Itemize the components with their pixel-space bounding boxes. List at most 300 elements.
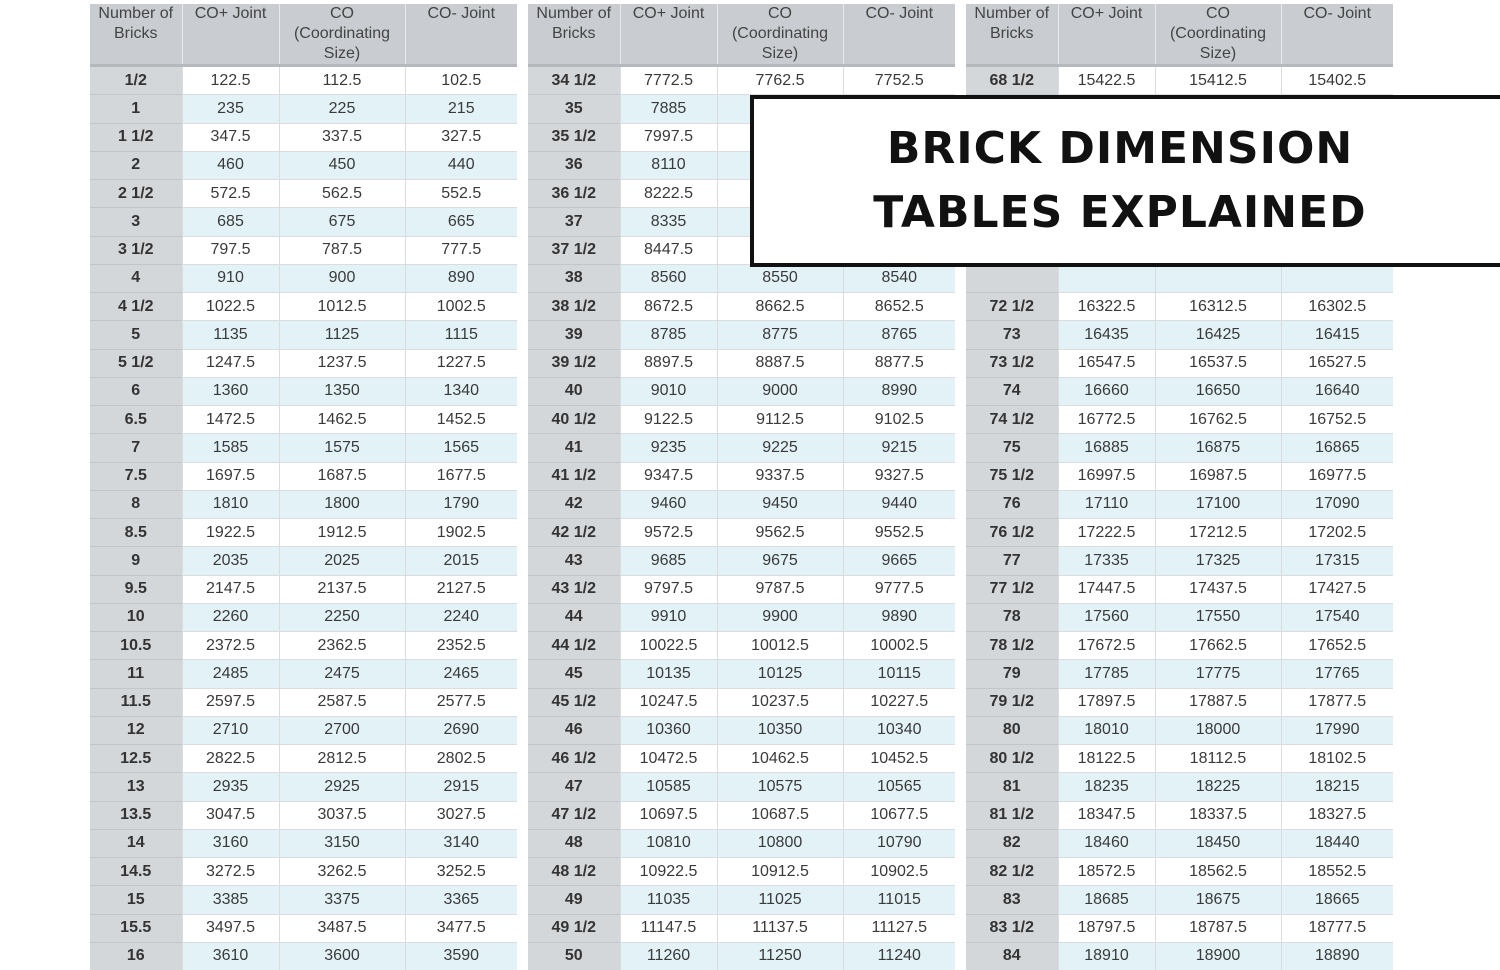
co-plus-joint-cell: 1810: [182, 490, 279, 518]
table-row: [90, 829, 517, 857]
co-plus-joint-cell: 122.5: [182, 66, 279, 95]
co-minus-joint-cell: 1790: [405, 490, 517, 518]
co-minus-joint-cell: 18890: [1281, 942, 1393, 970]
number-of-bricks-cell: 75: [966, 434, 1058, 462]
table-row: [528, 264, 955, 292]
number-of-bricks-cell: 16: [90, 942, 182, 970]
co-plus-joint-cell: 3385: [182, 886, 279, 914]
co-plus-joint-cell: 347.5: [182, 123, 279, 151]
number-of-bricks-cell: 38: [528, 264, 620, 292]
co-plus-joint-cell: 8897.5: [620, 349, 717, 377]
number-of-bricks-cell: 43: [528, 547, 620, 575]
co-coordinating-size-cell: 112.5: [279, 66, 405, 95]
number-of-bricks-cell: 10.5: [90, 632, 182, 660]
number-of-bricks-cell: 12: [90, 716, 182, 744]
table-row: [966, 575, 1393, 603]
co-minus-joint-cell: 10790: [843, 829, 955, 857]
number-of-bricks-cell: 44 1/2: [528, 632, 620, 660]
table-row: [90, 95, 517, 123]
number-of-bricks-cell: 76: [966, 490, 1058, 518]
number-of-bricks-cell: 42: [528, 490, 620, 518]
co-minus-joint-cell: 215: [405, 95, 517, 123]
co-coordinating-size-cell: 8662.5: [717, 293, 843, 321]
co-coordinating-size-cell: 18900: [1155, 942, 1281, 970]
co-plus-joint-cell: 10585: [620, 773, 717, 801]
table-row: [966, 66, 1393, 95]
number-of-bricks-cell: 3 1/2: [90, 236, 182, 264]
co-plus-joint-cell: 7772.5: [620, 66, 717, 95]
co-plus-joint-cell: 18235: [1058, 773, 1155, 801]
number-of-bricks-cell: 5 1/2: [90, 349, 182, 377]
co-plus-joint-cell: 17447.5: [1058, 575, 1155, 603]
table-row: [90, 377, 517, 405]
co-minus-joint-cell: 8765: [843, 321, 955, 349]
co-coordinating-size-cell: 9112.5: [717, 406, 843, 434]
number-of-bricks-cell: 74 1/2: [966, 406, 1058, 434]
co-coordinating-size-cell: 10012.5: [717, 632, 843, 660]
number-of-bricks-cell: 48: [528, 829, 620, 857]
co-minus-joint-cell: 17540: [1281, 603, 1393, 631]
co-plus-joint-cell: 18347.5: [1058, 801, 1155, 829]
co-minus-joint-cell: [1281, 264, 1393, 292]
co-coordinating-size-cell: 2925: [279, 773, 405, 801]
co-minus-joint-cell: 17652.5: [1281, 632, 1393, 660]
table-row: [966, 603, 1393, 631]
co-coordinating-size-cell: 9900: [717, 603, 843, 631]
co-plus-joint-cell: 17785: [1058, 660, 1155, 688]
number-of-bricks-cell: 44: [528, 603, 620, 631]
co-minus-joint-cell: 7752.5: [843, 66, 955, 95]
co-coordinating-size-cell: 15412.5: [1155, 66, 1281, 95]
table-row: [90, 603, 517, 631]
co-coordinating-size-cell: 2700: [279, 716, 405, 744]
table-row: [528, 406, 955, 434]
table-row: [90, 547, 517, 575]
title-banner: [750, 95, 1500, 267]
number-of-bricks-cell: 46: [528, 716, 620, 744]
co-coordinating-size-cell: 2475: [279, 660, 405, 688]
table-row: [90, 123, 517, 151]
co-plus-joint-cell: 2485: [182, 660, 279, 688]
co-plus-joint-cell: 1585: [182, 434, 279, 462]
co-coordinating-size-cell: 8775: [717, 321, 843, 349]
number-of-bricks-cell: 36: [528, 151, 620, 179]
co-minus-joint-cell: 8652.5: [843, 293, 955, 321]
co-plus-joint-cell: 2260: [182, 603, 279, 631]
co-coordinating-size-cell: 17887.5: [1155, 688, 1281, 716]
number-of-bricks-cell: 8.5: [90, 519, 182, 547]
number-of-bricks-cell: 83: [966, 886, 1058, 914]
co-minus-joint-cell: 9665: [843, 547, 955, 575]
table-row: [528, 688, 955, 716]
number-of-bricks-cell: 81 1/2: [966, 801, 1058, 829]
co-coordinating-size-cell: 16875: [1155, 434, 1281, 462]
co-plus-joint-cell: 2372.5: [182, 632, 279, 660]
co-minus-joint-cell: 1340: [405, 377, 517, 405]
co-plus-joint-cell: 3272.5: [182, 858, 279, 886]
co-coordinating-size-cell: 3037.5: [279, 801, 405, 829]
co-plus-joint-cell: 18572.5: [1058, 858, 1155, 886]
co-plus-joint-cell: 18010: [1058, 716, 1155, 744]
table-row: [90, 773, 517, 801]
co-coordinating-size-cell: 2812.5: [279, 745, 405, 773]
co-minus-joint-cell: 11127.5: [843, 914, 955, 942]
co-plus-joint-cell: 17897.5: [1058, 688, 1155, 716]
co-plus-joint-cell: 572.5: [182, 180, 279, 208]
table-row: [528, 773, 955, 801]
table-row: [528, 66, 955, 95]
number-of-bricks-cell: 13: [90, 773, 182, 801]
co-plus-joint-cell: 16547.5: [1058, 349, 1155, 377]
co-plus-joint-cell: 8335: [620, 208, 717, 236]
co-minus-joint-cell: 1452.5: [405, 406, 517, 434]
table-row: [90, 406, 517, 434]
co-coordinating-size-cell: 2362.5: [279, 632, 405, 660]
table-row: [966, 829, 1393, 857]
co-coordinating-size-cell: 10800: [717, 829, 843, 857]
table-row: [966, 264, 1393, 292]
co-coordinating-size-cell: 17775: [1155, 660, 1281, 688]
header-co-minus-joint: CO- Joint: [405, 4, 517, 66]
co-coordinating-size-cell: 17212.5: [1155, 519, 1281, 547]
co-coordinating-size-cell: 17437.5: [1155, 575, 1281, 603]
table-row: [966, 942, 1393, 970]
co-plus-joint-cell: 9572.5: [620, 519, 717, 547]
co-plus-joint-cell: 10472.5: [620, 745, 717, 773]
banner-title-line-2: TABLES EXPLAINED: [873, 181, 1366, 245]
co-coordinating-size-cell: 1575: [279, 434, 405, 462]
co-coordinating-size-cell: 18000: [1155, 716, 1281, 744]
number-of-bricks-cell: 80 1/2: [966, 745, 1058, 773]
number-of-bricks-cell: 68 1/2: [966, 66, 1058, 95]
co-coordinating-size-cell: 11137.5: [717, 914, 843, 942]
co-plus-joint-cell: 9347.5: [620, 462, 717, 490]
header-co-coordinating-size: CO (Coordinating Size): [1155, 4, 1281, 66]
table-row: [90, 321, 517, 349]
co-minus-joint-cell: 9102.5: [843, 406, 955, 434]
number-of-bricks-cell: 81: [966, 773, 1058, 801]
co-coordinating-size-cell: 10125: [717, 660, 843, 688]
co-plus-joint-cell: 2147.5: [182, 575, 279, 603]
header-number-of-bricks: Number of Bricks: [90, 4, 182, 66]
co-minus-joint-cell: 2015: [405, 547, 517, 575]
number-of-bricks-cell: 11: [90, 660, 182, 688]
number-of-bricks-cell: 73: [966, 321, 1058, 349]
co-coordinating-size-cell: 10687.5: [717, 801, 843, 829]
co-minus-joint-cell: 2127.5: [405, 575, 517, 603]
co-coordinating-size-cell: 675: [279, 208, 405, 236]
table-row: [528, 886, 955, 914]
co-coordinating-size-cell: 17550: [1155, 603, 1281, 631]
table-row: [90, 293, 517, 321]
co-coordinating-size-cell: 2250: [279, 603, 405, 631]
table-row: [966, 745, 1393, 773]
co-minus-joint-cell: 2240: [405, 603, 517, 631]
co-plus-joint-cell: 3610: [182, 942, 279, 970]
number-of-bricks-cell: 5: [90, 321, 182, 349]
number-of-bricks-cell: 7: [90, 434, 182, 462]
co-coordinating-size-cell: 1237.5: [279, 349, 405, 377]
table-row: [966, 377, 1393, 405]
table-row: [966, 349, 1393, 377]
number-of-bricks-cell: 47: [528, 773, 620, 801]
table-row: [90, 632, 517, 660]
number-of-bricks-cell: 36 1/2: [528, 180, 620, 208]
co-minus-joint-cell: 2352.5: [405, 632, 517, 660]
number-of-bricks-cell: 41: [528, 434, 620, 462]
co-minus-joint-cell: 2465: [405, 660, 517, 688]
number-of-bricks-cell: 82 1/2: [966, 858, 1058, 886]
number-of-bricks-cell: 7.5: [90, 462, 182, 490]
co-minus-joint-cell: 17315: [1281, 547, 1393, 575]
table-row: [528, 519, 955, 547]
co-coordinating-size-cell: 17662.5: [1155, 632, 1281, 660]
co-plus-joint-cell: 11147.5: [620, 914, 717, 942]
co-minus-joint-cell: 10565: [843, 773, 955, 801]
co-plus-joint-cell: 17222.5: [1058, 519, 1155, 547]
co-plus-joint-cell: 17560: [1058, 603, 1155, 631]
co-coordinating-size-cell: 225: [279, 95, 405, 123]
table-row: [90, 236, 517, 264]
table-row: [90, 575, 517, 603]
number-of-bricks-cell: 43 1/2: [528, 575, 620, 603]
number-of-bricks-cell: 2: [90, 151, 182, 179]
co-plus-joint-cell: 16772.5: [1058, 406, 1155, 434]
co-coordinating-size-cell: 18337.5: [1155, 801, 1281, 829]
co-minus-joint-cell: 8990: [843, 377, 955, 405]
number-of-bricks-cell: 83 1/2: [966, 914, 1058, 942]
table-row: [966, 406, 1393, 434]
number-of-bricks-cell: 77 1/2: [966, 575, 1058, 603]
co-plus-joint-cell: 18460: [1058, 829, 1155, 857]
table-row: [528, 434, 955, 462]
table-row: [90, 942, 517, 970]
co-coordinating-size-cell: 787.5: [279, 236, 405, 264]
co-plus-joint-cell: 16885: [1058, 434, 1155, 462]
co-plus-joint-cell: 8560: [620, 264, 717, 292]
co-plus-joint-cell: 1247.5: [182, 349, 279, 377]
table-row: [966, 490, 1393, 518]
number-of-bricks-cell: 35 1/2: [528, 123, 620, 151]
number-of-bricks-cell: 42 1/2: [528, 519, 620, 547]
co-plus-joint-cell: 9235: [620, 434, 717, 462]
co-plus-joint-cell: 1135: [182, 321, 279, 349]
table-row: [966, 632, 1393, 660]
co-coordinating-size-cell: 9562.5: [717, 519, 843, 547]
header-co-coordinating-size: CO (Coordinating Size): [279, 4, 405, 66]
co-plus-joint-cell: 15422.5: [1058, 66, 1155, 95]
co-plus-joint-cell: 18685: [1058, 886, 1155, 914]
number-of-bricks-cell: 80: [966, 716, 1058, 744]
number-of-bricks-cell: 10: [90, 603, 182, 631]
number-of-bricks-cell: 78 1/2: [966, 632, 1058, 660]
table-row: [90, 349, 517, 377]
number-of-bricks-cell: 9: [90, 547, 182, 575]
co-minus-joint-cell: 18552.5: [1281, 858, 1393, 886]
table-row: [528, 462, 955, 490]
number-of-bricks-cell: 40 1/2: [528, 406, 620, 434]
co-plus-joint-cell: 16435: [1058, 321, 1155, 349]
co-minus-joint-cell: 10452.5: [843, 745, 955, 773]
co-coordinating-size-cell: 18112.5: [1155, 745, 1281, 773]
number-of-bricks-cell: 12.5: [90, 745, 182, 773]
co-plus-joint-cell: [1058, 264, 1155, 292]
co-coordinating-size-cell: 18450: [1155, 829, 1281, 857]
co-minus-joint-cell: 18777.5: [1281, 914, 1393, 942]
co-minus-joint-cell: 1115: [405, 321, 517, 349]
table-row: [966, 321, 1393, 349]
number-of-bricks-cell: 50: [528, 942, 620, 970]
number-of-bricks-cell: 2 1/2: [90, 180, 182, 208]
co-minus-joint-cell: 2802.5: [405, 745, 517, 773]
brick-table-1: [90, 4, 517, 970]
co-minus-joint-cell: 17427.5: [1281, 575, 1393, 603]
co-plus-joint-cell: 910: [182, 264, 279, 292]
co-minus-joint-cell: 3590: [405, 942, 517, 970]
number-of-bricks-cell: 1/2: [90, 66, 182, 95]
co-coordinating-size-cell: 10912.5: [717, 858, 843, 886]
co-minus-joint-cell: 1002.5: [405, 293, 517, 321]
table-row: [966, 773, 1393, 801]
co-plus-joint-cell: 18910: [1058, 942, 1155, 970]
co-coordinating-size-cell: 18225: [1155, 773, 1281, 801]
co-coordinating-size-cell: 562.5: [279, 180, 405, 208]
co-coordinating-size-cell: 16650: [1155, 377, 1281, 405]
co-minus-joint-cell: 9890: [843, 603, 955, 631]
co-coordinating-size-cell: 1462.5: [279, 406, 405, 434]
co-minus-joint-cell: 11015: [843, 886, 955, 914]
co-plus-joint-cell: 8110: [620, 151, 717, 179]
table-row: [528, 547, 955, 575]
number-of-bricks-cell: 11.5: [90, 688, 182, 716]
co-minus-joint-cell: 8540: [843, 264, 955, 292]
co-plus-joint-cell: 10022.5: [620, 632, 717, 660]
co-minus-joint-cell: 3477.5: [405, 914, 517, 942]
table-row: [90, 208, 517, 236]
co-minus-joint-cell: 2577.5: [405, 688, 517, 716]
number-of-bricks-cell: 79 1/2: [966, 688, 1058, 716]
table-row: [528, 914, 955, 942]
co-plus-joint-cell: 3047.5: [182, 801, 279, 829]
co-minus-joint-cell: 3140: [405, 829, 517, 857]
table-row: [528, 632, 955, 660]
co-minus-joint-cell: 17990: [1281, 716, 1393, 744]
table-row: [966, 660, 1393, 688]
co-minus-joint-cell: 1677.5: [405, 462, 517, 490]
table-row: [528, 801, 955, 829]
table-row: [528, 603, 955, 631]
co-plus-joint-cell: 11035: [620, 886, 717, 914]
number-of-bricks-cell: 1: [90, 95, 182, 123]
co-coordinating-size-cell: 450: [279, 151, 405, 179]
co-coordinating-size-cell: 16537.5: [1155, 349, 1281, 377]
co-coordinating-size-cell: 2137.5: [279, 575, 405, 603]
co-plus-joint-cell: 2935: [182, 773, 279, 801]
number-of-bricks-cell: 15: [90, 886, 182, 914]
co-minus-joint-cell: 10115: [843, 660, 955, 688]
co-minus-joint-cell: 16302.5: [1281, 293, 1393, 321]
header-co-plus-joint: CO+ Joint: [182, 4, 279, 66]
co-coordinating-size-cell: 2025: [279, 547, 405, 575]
co-plus-joint-cell: 685: [182, 208, 279, 236]
header-number-of-bricks: Number of Bricks: [966, 4, 1058, 66]
table-body: [90, 66, 517, 970]
co-minus-joint-cell: 9327.5: [843, 462, 955, 490]
table-row: [528, 377, 955, 405]
number-of-bricks-cell: 75 1/2: [966, 462, 1058, 490]
number-of-bricks-cell: 48 1/2: [528, 858, 620, 886]
co-plus-joint-cell: 18797.5: [1058, 914, 1155, 942]
co-coordinating-size-cell: 9787.5: [717, 575, 843, 603]
co-minus-joint-cell: 9777.5: [843, 575, 955, 603]
co-minus-joint-cell: 18440: [1281, 829, 1393, 857]
co-coordinating-size-cell: 1687.5: [279, 462, 405, 490]
number-of-bricks-cell: 82: [966, 829, 1058, 857]
table-row: [528, 745, 955, 773]
table-row: [966, 547, 1393, 575]
co-plus-joint-cell: 3160: [182, 829, 279, 857]
co-plus-joint-cell: 17110: [1058, 490, 1155, 518]
co-minus-joint-cell: 17090: [1281, 490, 1393, 518]
co-minus-joint-cell: 16415: [1281, 321, 1393, 349]
co-coordinating-size-cell: 9000: [717, 377, 843, 405]
co-minus-joint-cell: 16752.5: [1281, 406, 1393, 434]
table-row: [90, 462, 517, 490]
co-coordinating-size-cell: 337.5: [279, 123, 405, 151]
co-coordinating-size-cell: 11025: [717, 886, 843, 914]
co-coordinating-size-cell: 17325: [1155, 547, 1281, 575]
co-plus-joint-cell: 1360: [182, 377, 279, 405]
co-minus-joint-cell: 10227.5: [843, 688, 955, 716]
co-coordinating-size-cell: 3375: [279, 886, 405, 914]
co-minus-joint-cell: 18327.5: [1281, 801, 1393, 829]
co-plus-joint-cell: 235: [182, 95, 279, 123]
co-plus-joint-cell: 9685: [620, 547, 717, 575]
number-of-bricks-cell: 45 1/2: [528, 688, 620, 716]
header-co-plus-joint: CO+ Joint: [620, 4, 717, 66]
co-plus-joint-cell: 1472.5: [182, 406, 279, 434]
table-row: [966, 886, 1393, 914]
co-plus-joint-cell: 10922.5: [620, 858, 717, 886]
co-minus-joint-cell: 777.5: [405, 236, 517, 264]
co-plus-joint-cell: 1697.5: [182, 462, 279, 490]
co-coordinating-size-cell: 1912.5: [279, 519, 405, 547]
number-of-bricks-cell: 34 1/2: [528, 66, 620, 95]
co-coordinating-size-cell: 1125: [279, 321, 405, 349]
table-row: [966, 462, 1393, 490]
co-coordinating-size-cell: 900: [279, 264, 405, 292]
table-row: [90, 151, 517, 179]
co-plus-joint-cell: 7997.5: [620, 123, 717, 151]
number-of-bricks-cell: 39 1/2: [528, 349, 620, 377]
co-coordinating-size-cell: 3262.5: [279, 858, 405, 886]
co-coordinating-size-cell: 9450: [717, 490, 843, 518]
co-coordinating-size-cell: 2587.5: [279, 688, 405, 716]
co-plus-joint-cell: 9910: [620, 603, 717, 631]
co-minus-joint-cell: 665: [405, 208, 517, 236]
co-minus-joint-cell: 3027.5: [405, 801, 517, 829]
table-row: [528, 660, 955, 688]
co-coordinating-size-cell: 3487.5: [279, 914, 405, 942]
co-plus-joint-cell: 8672.5: [620, 293, 717, 321]
banner-title-line-1: BRICK DIMENSION: [887, 117, 1353, 181]
co-coordinating-size-cell: 18787.5: [1155, 914, 1281, 942]
number-of-bricks-cell: 4 1/2: [90, 293, 182, 321]
co-coordinating-size-cell: 17100: [1155, 490, 1281, 518]
co-minus-joint-cell: 16977.5: [1281, 462, 1393, 490]
co-plus-joint-cell: 1922.5: [182, 519, 279, 547]
co-coordinating-size-cell: 8887.5: [717, 349, 843, 377]
